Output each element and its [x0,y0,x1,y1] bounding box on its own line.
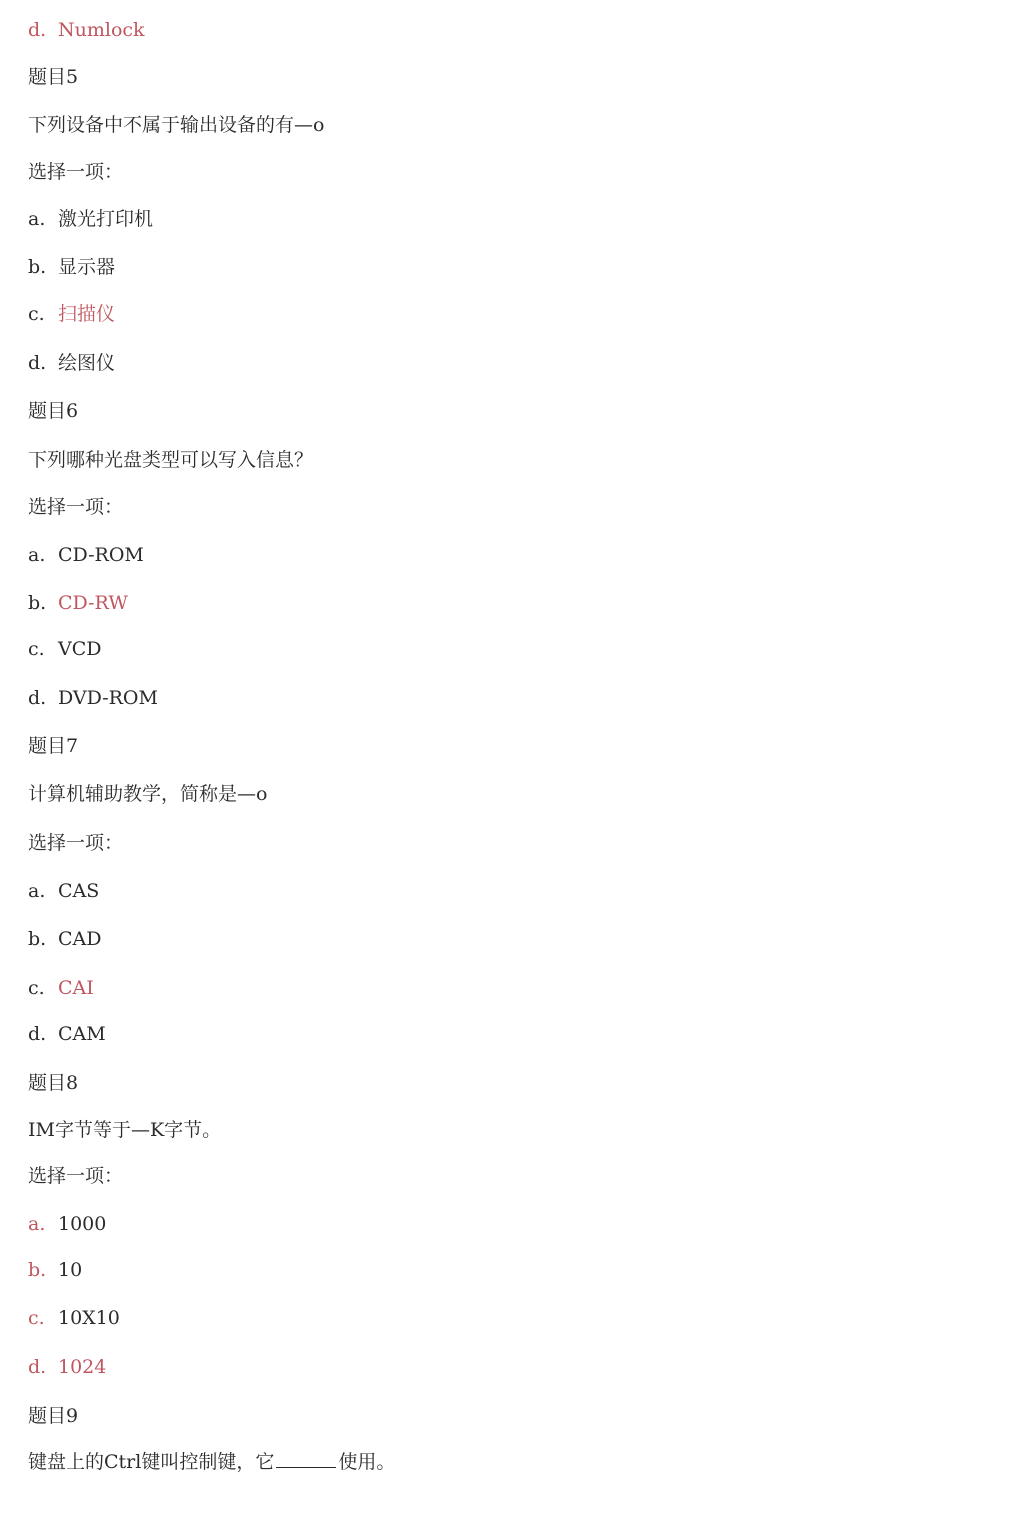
option-text: 扫描仪 [58,303,116,325]
question-text: IM字节等于—K字节。 [28,1119,222,1141]
option-letter: b. [28,928,47,950]
option-text: CD-ROM [58,544,144,566]
question-text [28,1449,395,1475]
option-letter: d. [28,352,47,374]
select-one-prompt: 选择一项： [28,1165,124,1187]
option-letter: c. [28,1307,45,1329]
option-c[interactable] [28,1305,120,1331]
option-text: CD-RW [58,592,128,614]
question-title: 题目9 [28,1405,79,1427]
option-a[interactable] [28,206,153,232]
option-text: 10 [58,1259,83,1281]
option-text: CAI [58,977,94,999]
option-b[interactable] [28,590,128,616]
option-letter: d. [28,19,47,41]
option-b[interactable] [28,926,102,952]
option-c[interactable] [28,636,102,662]
option-b[interactable] [28,254,115,280]
option-text: CAM [58,1023,106,1045]
question-title: 题目7 [28,735,79,757]
option-b[interactable] [28,1257,82,1283]
option-letter: c. [28,638,45,660]
option-text: DVD-ROM [58,687,158,709]
option-text: 显示器 [58,256,116,278]
option-d[interactable] [28,17,145,43]
option-letter: c. [28,977,45,999]
option-text: 绘图仪 [58,352,116,374]
option-a[interactable] [28,542,144,568]
question-title: 题目5 [28,66,79,88]
option-a[interactable] [28,878,99,904]
option-text: 10X10 [58,1307,120,1329]
question-text-start: 键盘上的Ctrl键叫控制键，它 [28,1451,275,1473]
option-letter: b. [28,1259,47,1281]
option-a[interactable] [28,1211,106,1237]
option-text: CAS [58,880,100,902]
option-letter: c. [28,303,45,325]
option-letter: b. [28,592,47,614]
option-letter: a. [28,544,46,566]
option-d[interactable] [28,1021,106,1047]
option-text: 1000 [58,1213,107,1235]
option-letter: a. [28,880,46,902]
option-c[interactable] [28,975,94,1001]
option-letter: a. [28,208,46,230]
question-title: 题目6 [28,400,79,422]
question-text: 下列哪种光盘类型可以写入信息？ [28,449,314,471]
option-letter: a. [28,1213,46,1235]
question-text-end: 使用。 [338,1451,396,1473]
option-text: CAD [58,928,102,950]
option-text: Numlock [58,19,145,41]
option-letter: d. [28,1023,47,1045]
question-text: 下列设备中不属于输出设备的有—o [28,114,325,136]
option-letter: b. [28,256,47,278]
select-one-prompt: 选择一项： [28,496,124,518]
select-one-prompt: 选择一项： [28,161,124,183]
select-one-prompt: 选择一项： [28,832,124,854]
option-d[interactable] [28,685,158,711]
option-text: 1024 [58,1356,107,1378]
option-letter: d. [28,1356,47,1378]
answer-blank [276,1449,336,1468]
option-d[interactable] [28,1354,106,1380]
option-letter: d. [28,687,47,709]
option-d[interactable] [28,350,115,376]
option-text: VCD [58,638,102,660]
option-c[interactable] [28,301,115,327]
question-title: 题目8 [28,1072,79,1094]
question-text: 计算机辅助教学，简称是—o [28,783,268,805]
option-text: 激光打印机 [58,208,154,230]
